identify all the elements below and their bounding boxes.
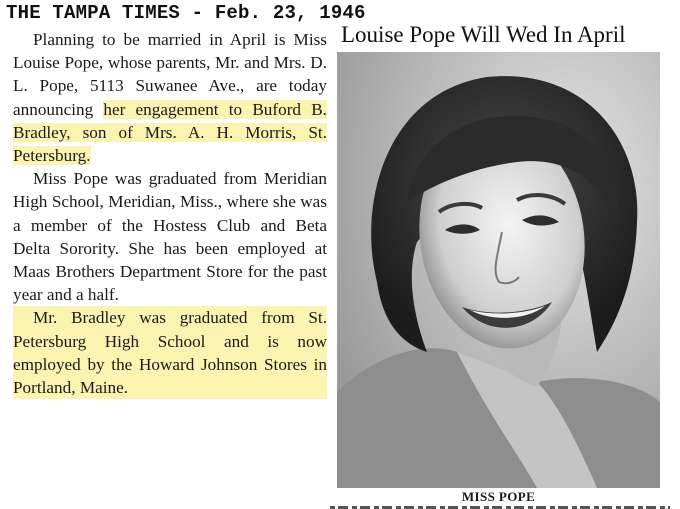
cut-off-cutline	[330, 503, 670, 509]
photo-caption: MISS POPE	[461, 489, 536, 504]
paragraph-engagement	[13, 28, 327, 167]
article-body	[13, 28, 327, 399]
paragraph-engagement-text: Planning to be married in April is Miss Louise Pope, whose parents, Mr. and Mrs. D. L. Pope, 5113 Suwanee Ave., are today announcing	[13, 30, 327, 119]
portrait-illustration	[337, 52, 660, 488]
dateline: THE TAMPA TIMES - Feb. 23, 1946	[6, 2, 366, 24]
portrait-photo	[337, 52, 660, 488]
paragraph-bride-background: Miss Pope was graduated from Meridian High School, Meridian, Miss., where she was a member of the Hostess Club and Beta Delta Sorority. She has been employed at Maas Brothers Department Store for the past year and a half.	[13, 169, 327, 305]
highlighted-engagement-text: her engagement to Buford B. Bradley, son of Mrs. A. H. Morris, St. Petersburg.	[13, 99, 327, 166]
paragraph-groom-background: Mr. Bradley was graduated from St. Petersburg High School and is now employed by the Howard Johnson Stores in Portland, Maine.	[13, 306, 327, 399]
headline: Louise Pope Will Wed In April	[341, 22, 626, 47]
